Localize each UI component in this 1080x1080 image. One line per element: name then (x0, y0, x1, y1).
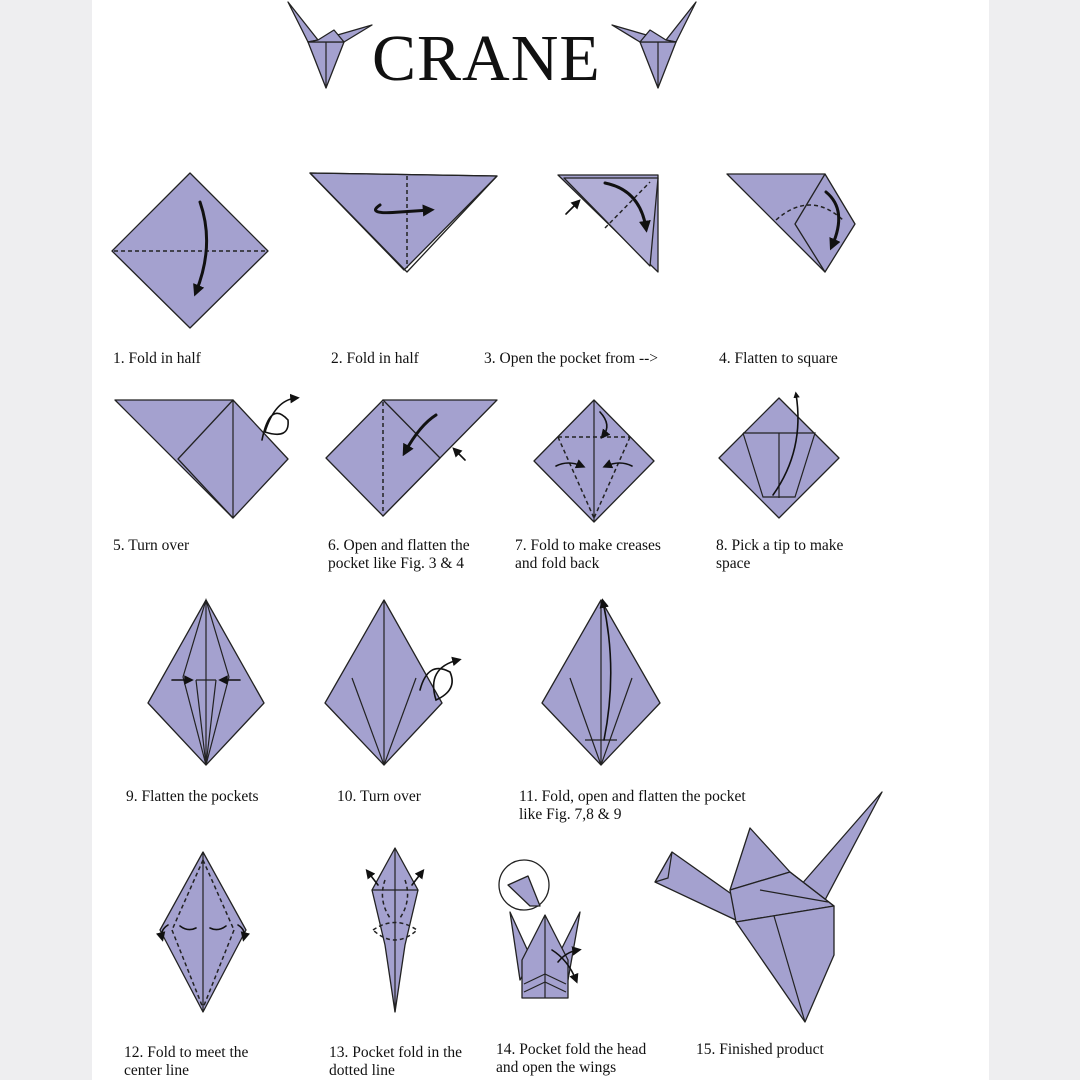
title-crane-left-icon (288, 2, 372, 88)
step-6-diagram (326, 400, 497, 516)
step-9-caption: 9. Flatten the pockets (126, 788, 259, 805)
step-12-caption: 12. Fold to meet the center line (124, 1044, 249, 1079)
title-crane-right-icon (612, 2, 696, 88)
step-6-caption: 6. Open and flatten the pocket like Fig. 3 & 4 (328, 537, 470, 572)
step-3-caption: 3. Open the pocket from --> (484, 350, 659, 367)
step-8-caption: 8. Pick a tip to make space (716, 537, 844, 572)
step-10-diagram (325, 600, 458, 765)
step-15-caption: 15. Finished product (696, 1041, 824, 1058)
step-7-caption: 7. Fold to make creases and fold back (515, 537, 661, 572)
step-13-diagram (368, 848, 422, 1012)
step-13-caption: 13. Pocket fold in the dotted line (329, 1044, 463, 1079)
step-2-caption: 2. Fold in half (331, 350, 419, 367)
step-2-diagram (310, 173, 497, 272)
step-7-diagram (534, 400, 654, 522)
step-1-caption: 1. Fold in half (113, 350, 201, 367)
step-9-diagram (148, 600, 264, 765)
step-4-diagram (727, 174, 855, 272)
step-14-diagram (499, 860, 580, 998)
finished-crane-icon (655, 792, 882, 1022)
step-10-caption: 10. Turn over (337, 788, 421, 805)
step-5-diagram (115, 398, 296, 518)
step-5-caption: 5. Turn over (113, 537, 190, 554)
step-4-caption: 4. Flatten to square (719, 350, 838, 367)
step-11-caption: 11. Fold, open and flatten the pocket like Fig. 7,8 & 9 (519, 788, 746, 823)
step-8-diagram (719, 394, 839, 518)
step-12-diagram (160, 852, 246, 1012)
page-title: CRANE (372, 22, 601, 95)
step-14-caption: 14. Pocket fold the head and open the wings (496, 1041, 647, 1076)
step-3-diagram (558, 175, 658, 272)
step-1-diagram (112, 173, 268, 328)
step-11-diagram (542, 600, 660, 765)
